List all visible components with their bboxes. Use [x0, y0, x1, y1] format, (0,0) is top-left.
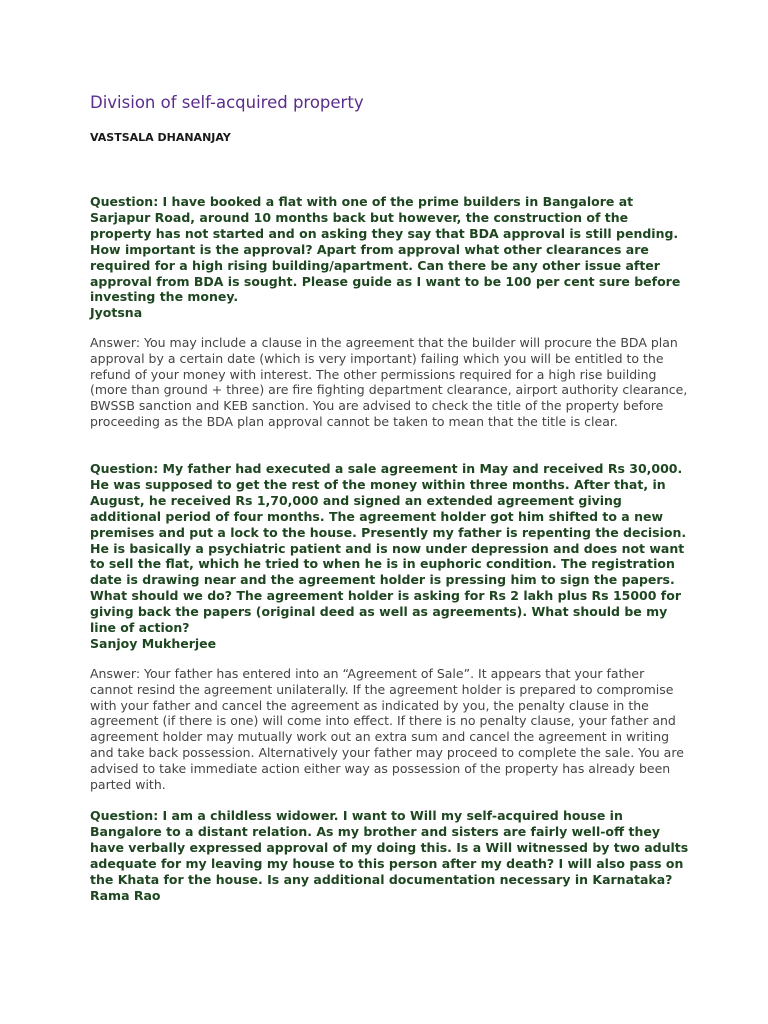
question-2-text: Question: My father had executed a sale agreement in May and received Rs 30,000. He was supposed to get the rest of the money within three months. After that, in August, he received Rs 1,70,000 and signed an extended agreement giving additional period of four months. The agreement holder got him shifted to a new premises and put a lock to the house. Presently my father is repenting the decision. He is basically a psychiatric patient and is now under depression and does not want to sell the flat, which he tried to when he is in euphoric condition. The registration date is drawing near and the agreement holder is pressing him to sign the papers. What should we do? The agreement holder is asking for Rs 2 lakh plus Rs 15000 for giving back the papers (original deed as well as agreements). What should be my line of action?	[90, 461, 687, 636]
question-3	[90, 808, 690, 903]
article-title: Division of self-acquired property	[90, 93, 364, 112]
question-2	[90, 461, 690, 652]
question-3-asker: Rama Rao	[90, 887, 161, 903]
answer-2: Answer: Your father has entered into an “Agreement of Sale”. It appears that your father cannot resind the agreement unilaterally. If the agreement holder is prepared to compromise with your father and cancel the agreement as indicated by you, the penalty clause in the agreement (if there is one) will come into effect. If there is no penalty clause, your father and agreement holder may mutually work out an extra sum and cancel the agreement in writing and take back possession. Alternatively your father may proceed to complete the sale. You are advised to take immediate action either way as possession of the property has already been parted with.	[90, 666, 684, 792]
question-2-asker: Sanjoy Mukherjee	[90, 635, 217, 651]
answer-1: Answer: You may include a clause in the agreement that the builder will procure the BDA plan approval by a certain date (which is very important) failing which you will be entitled to the refund of your money with interest. The other permissions required for a high rise building (more than ground + three) are fire fighting department clearance, airport authority clearance, BWSSB sanction and KEB sanction. You are advised to check the title of the property before proceeding as the BDA plan approval cannot be taken to mean that the title is clear.	[90, 335, 688, 429]
question-1	[90, 194, 690, 321]
question-1-asker: Jyotsna	[90, 305, 143, 321]
question-1-text: Question: I have booked a flat with one of the prime builders in Bangalore at Sarjapur Road, around 10 months back but however, the construction of the property has not started and on asking they say that BDA approval is still pending. How important is the approval? Apart from approval what other clearances are required for a high rising building/apartment. Can there be any other issue after approval from BDA is sought. Please guide as I want to be 100 per cent sure before investing the money.	[90, 194, 681, 305]
question-3-text: Question: I am a childless widower. I want to Will my self-acquired house in Bangalore to a distant relation. As my brother and sisters are fairly well-off they have verbally expressed approval of my doing this. Is a Will witnessed by two adults adequate for my leaving my house to this person after my death? I will also pass on the Khata for the house. Is any additional documentation necessary in Karnataka?	[90, 808, 689, 887]
author-byline: VASTSALA DHANANJAY	[90, 131, 231, 144]
